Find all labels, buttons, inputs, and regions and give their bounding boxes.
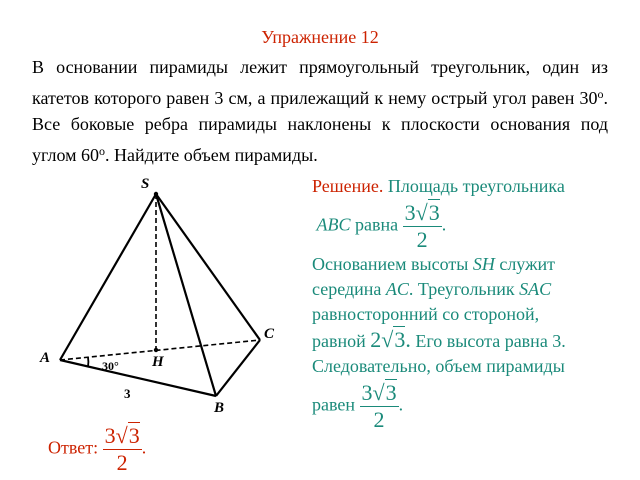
area-period: . — [441, 214, 447, 235]
solution-text-5: равносторонний со стороной, — [312, 304, 540, 324]
edge-sc — [156, 194, 260, 340]
solution-line-3 — [312, 252, 612, 277]
sqrt-icon: √ — [372, 380, 385, 405]
degree-mark-1: o — [597, 86, 604, 101]
vol-num-coef: 3 — [361, 380, 373, 405]
area-num-rad: 3 — [428, 200, 440, 225]
volume-fraction — [360, 381, 399, 432]
solution-line-8 — [312, 381, 612, 432]
label-h: H — [152, 354, 164, 370]
side-length — [370, 327, 411, 352]
solution-block — [312, 174, 612, 432]
vol-num-rad: 3 — [385, 380, 397, 405]
area-den: 2 — [416, 227, 428, 252]
sqrt-icon: √ — [415, 200, 428, 225]
label-angle: 30° — [102, 359, 119, 373]
solution-sh: SH — [472, 254, 495, 274]
pyramid-figure — [28, 172, 288, 412]
answer-num-rad: 3 — [128, 423, 140, 448]
label-c: C — [264, 326, 275, 342]
label-side: 3 — [124, 386, 131, 401]
side-rad: 3 — [394, 327, 406, 352]
answer-den: 2 — [116, 450, 128, 475]
solution-text-4b: . Треугольник — [408, 279, 520, 299]
solution-line-4 — [312, 277, 612, 302]
solution-text-3: Основанием высоты — [312, 254, 473, 274]
point-s — [154, 192, 158, 196]
problem-text-3: . Найдите объем пирамиды. — [105, 144, 318, 165]
solution-text-7: Следовательно, объем пирамиды — [312, 356, 565, 376]
solution-text-8: равен — [312, 394, 360, 415]
degree-mark-2: o — [99, 143, 105, 158]
vol-den: 2 — [373, 407, 385, 432]
area-fraction — [403, 201, 442, 252]
edge-bc — [216, 340, 260, 396]
label-s: S — [141, 176, 150, 192]
solution-sac: SAC — [519, 279, 552, 299]
sqrt-icon: √ — [115, 423, 128, 448]
solution-text-6b: Его высота равна 3. — [410, 331, 566, 351]
solution-text-6a: равной — [312, 331, 371, 351]
edge-sa — [60, 194, 156, 360]
problem-text-2: . Все боковые ребра пирамиды наклонены к плоскости основания под углом 60 — [32, 87, 608, 165]
problem-statement — [32, 54, 608, 168]
solution-label: Решение. — [312, 176, 384, 196]
solution-text-4: середина — [312, 279, 386, 299]
exercise-title: Упражнение 12 — [261, 27, 379, 47]
label-a: A — [40, 350, 51, 366]
solution-abc: ABC — [316, 214, 351, 235]
edge-ab — [60, 360, 216, 396]
edge-sb — [156, 194, 216, 396]
solution-equals: равна — [350, 214, 403, 235]
vol-period: . — [398, 394, 404, 415]
problem-text-1: В основании пирамиды лежит прямоугольный треугольник, один из катетов которого равен 3 см, а прилежащий к нему острый угол равен 30 — [32, 57, 608, 108]
area-num-coef: 3 — [404, 200, 416, 225]
point-h — [154, 348, 158, 352]
answer-fraction — [103, 424, 142, 475]
solution-text-3b: служит — [494, 254, 555, 274]
sqrt-icon: √ — [381, 327, 394, 352]
solution-ac: AC — [385, 279, 409, 299]
answer-block — [48, 424, 146, 475]
solution-line-7 — [312, 354, 612, 379]
solution-line-5 — [312, 302, 612, 327]
answer-period: . — [141, 437, 147, 458]
answer-num-coef: 3 — [104, 423, 116, 448]
solution-line-1 — [312, 174, 612, 199]
solution-text-1: Площадь треугольника — [383, 176, 565, 196]
solution-line-6 — [312, 327, 612, 354]
label-b: B — [214, 400, 225, 412]
answer-label: Ответ: — [48, 437, 103, 458]
side-period: . — [405, 327, 411, 352]
solution-line-2 — [312, 201, 612, 252]
side-coef: 2 — [370, 327, 382, 352]
